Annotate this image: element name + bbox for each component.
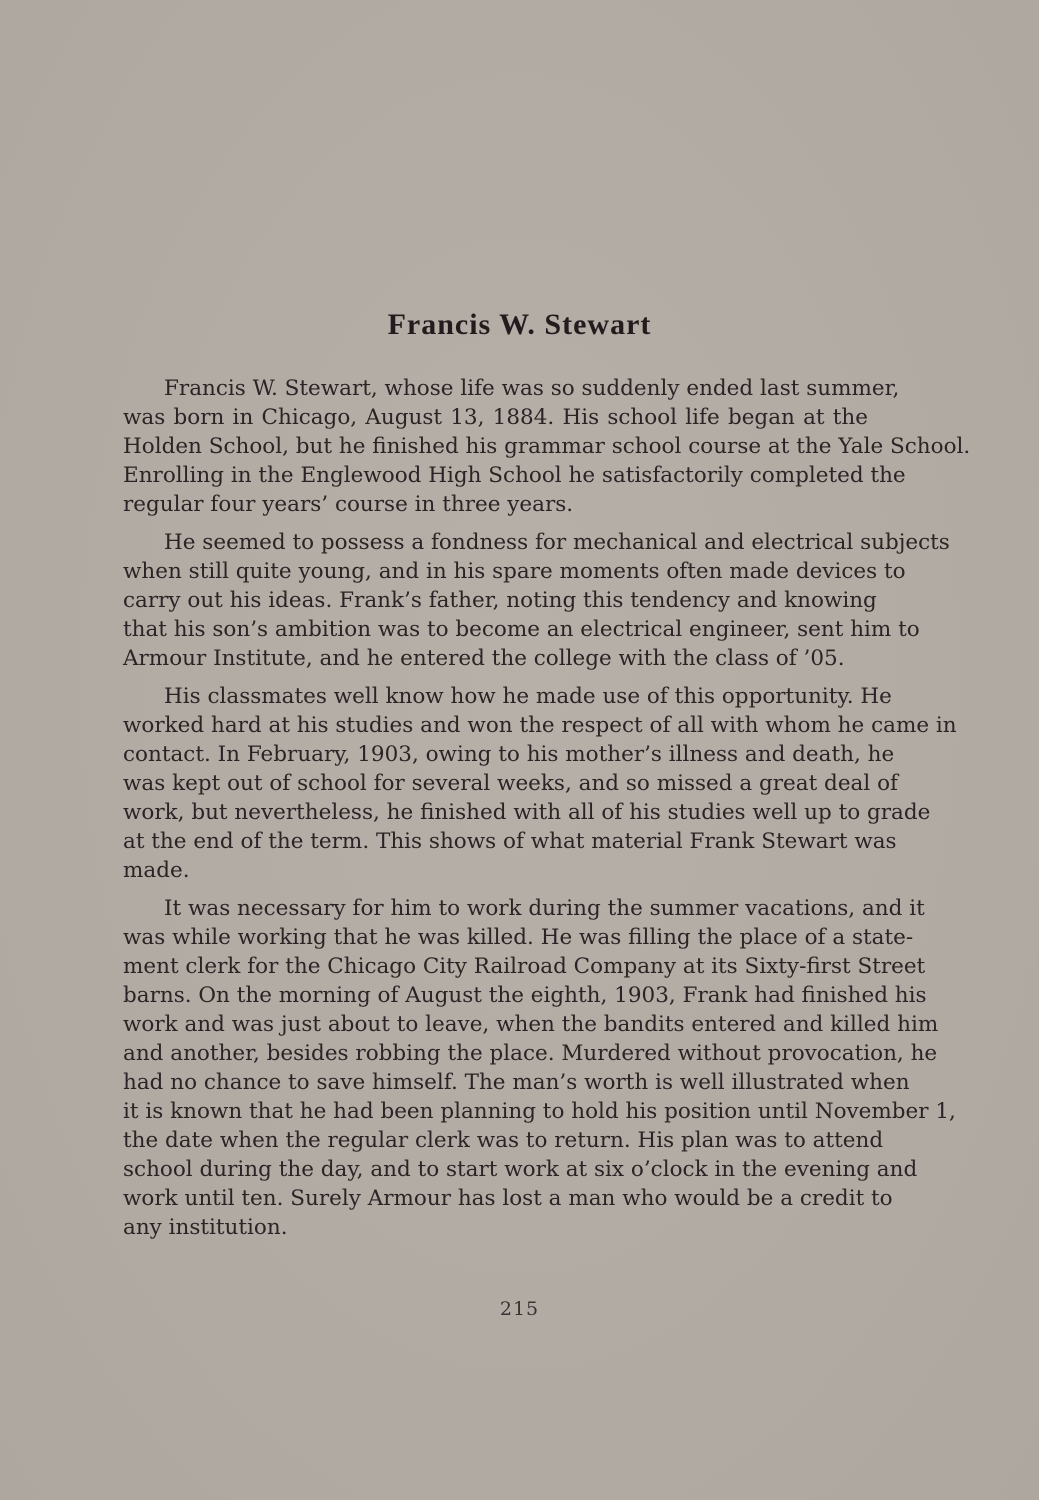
text-line: the date when the regular clerk was to return. His plan was to attend [123,1128,884,1153]
text-line: at the end of the term. This shows of what material Frank Stewart was [123,829,897,854]
text-line: was kept out of school for several weeks, and so missed a great deal of [123,771,898,796]
text-line: contact. In February, 1903, owing to his mother’s illness and death, he [123,742,895,767]
text-line: Enrolling in the Englewood High School he satisfactorily completed the [123,463,906,488]
page-title: Francis W. Stewart [387,308,652,341]
text-line: It was necessary for him to work during the summer vacations, and it [164,896,925,921]
page-number: 215 [499,1298,540,1320]
text-line: Holden School, but he finished his grammar school course at the Yale School. [123,434,971,459]
text-line: Armour Institute, and he entered the college with the class of ’05. [123,646,845,671]
text-line: He seemed to possess a fondness for mechanical and electrical subjects [164,530,950,555]
paragraph [123,374,971,519]
text-line: made. [123,858,190,883]
text-line: His classmates well know how he made use of this opportunity. He [164,684,892,709]
article-body [123,374,971,1251]
text-line: worked hard at his studies and won the respect of all with whom he came in [123,713,957,738]
text-line: had no chance to save himself. The man’s worth is well illustrated when [123,1070,910,1095]
text-line: school during the day, and to start work at six o’clock in the evening and [123,1157,918,1182]
text-line: ment clerk for the Chicago City Railroad Company at its Sixty-first Street [123,954,926,979]
text-line: it is known that he had been planning to hold his position until November 1, [123,1099,956,1124]
text-line: when still quite young, and in his spare moments often made devices to [123,559,906,584]
text-line: work, but nevertheless, he finished with all of his studies well up to grade [123,800,931,825]
paragraph [123,894,956,1242]
text-line: carry out his ideas. Frank’s father, noting this tendency and knowing [123,588,877,613]
text-line: barns. On the morning of August the eighth, 1903, Frank had finished his [123,983,927,1008]
text-line: was while working that he was killed. He was filling the place of a state- [123,925,914,950]
paragraph [123,682,957,885]
text-line: work until ten. Surely Armour has lost a man who would be a credit to [123,1186,893,1211]
text-line: Francis W. Stewart, whose life was so suddenly ended last summer, [164,376,900,401]
text-line: was born in Chicago, August 13, 1884. His school life began at the [123,405,868,430]
text-line: and another, besides robbing the place. Murdered without provocation, he [123,1041,938,1066]
text-line: that his son’s ambition was to become an electrical engineer, sent him to [123,617,920,642]
paragraph [123,528,950,673]
text-line: any institution. [123,1215,288,1240]
text-line: work and was just about to leave, when the bandits entered and killed him [123,1012,939,1037]
text-line: regular four years’ course in three years. [123,492,574,517]
